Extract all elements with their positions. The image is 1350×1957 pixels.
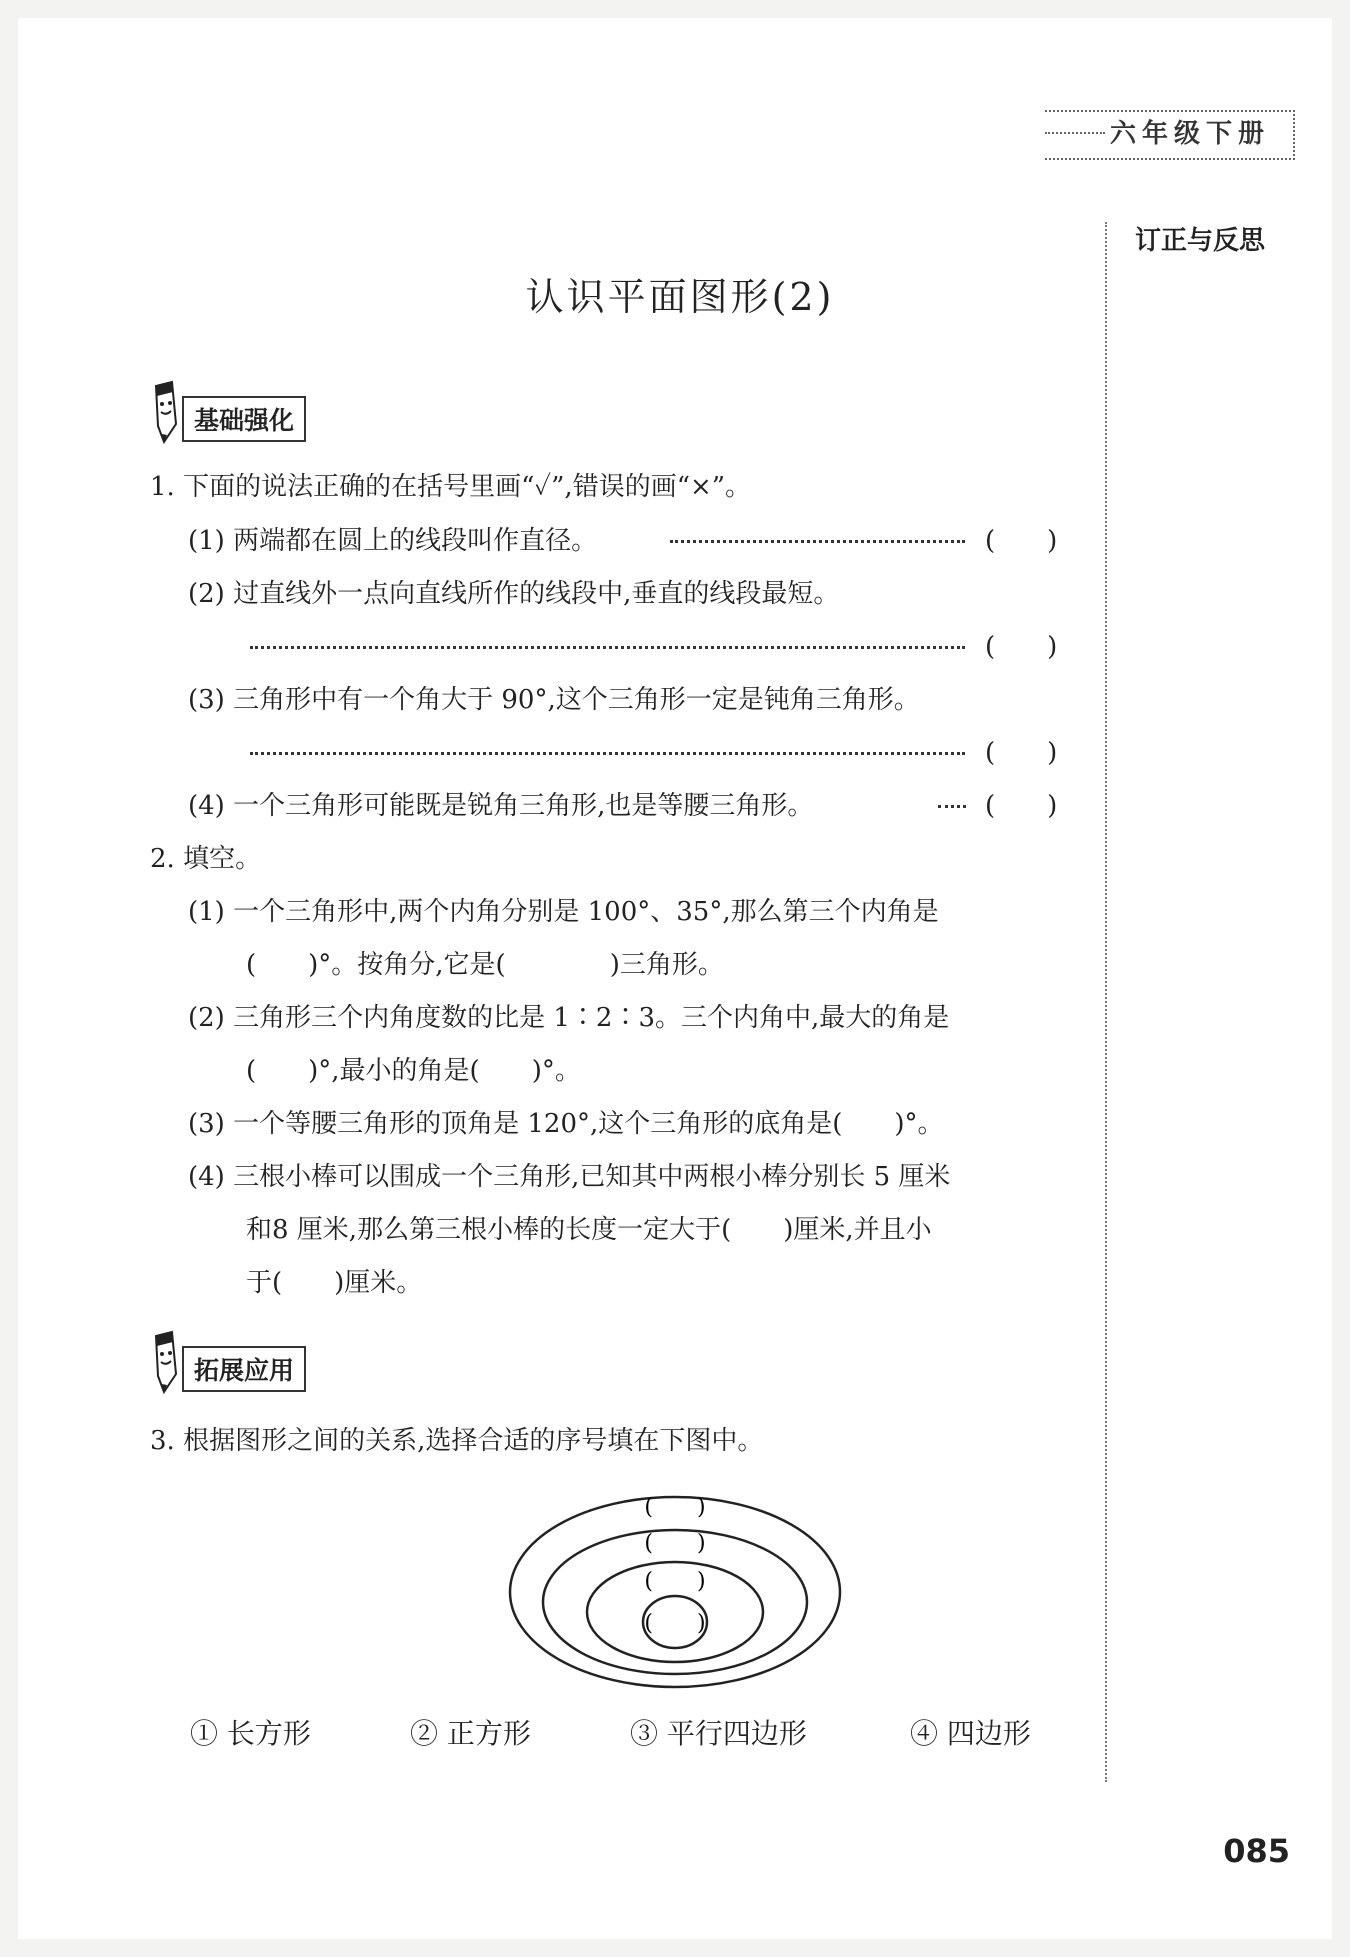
- blank-4: ( ): [644, 1611, 706, 1636]
- section-basic-label: 基础强化: [182, 396, 306, 442]
- q2-item-3[interactable]: (3) 一个等腰三角形的顶角是 120°,这个三角形的底角是( )°。: [188, 1109, 944, 1139]
- q1-item-4: (4) 一个三角形可能既是锐角三角形,也是等腰三角形。: [188, 791, 814, 821]
- option-3: ③ 平行四边形: [630, 1717, 807, 1750]
- blank-2: ( ): [644, 1531, 706, 1556]
- section-extend-label: 拓展应用: [182, 1346, 306, 1392]
- q1-item-1: (1) 两端都在圆上的线段叫作直径。: [188, 526, 598, 556]
- option-4: ④ 四边形: [910, 1717, 1031, 1750]
- option-2: ② 正方形: [410, 1717, 531, 1750]
- blank-1: ( ): [644, 1495, 706, 1520]
- pencil-icon: [150, 378, 180, 448]
- q2-item-1: (1) 一个三角形中,两个内角分别是 100°、35°,那么第三个内角是: [188, 897, 939, 927]
- q2-item-4: (4) 三根小棒可以围成一个三角形,已知其中两根小棒分别长 5 厘米: [188, 1162, 951, 1192]
- nested-ellipse-diagram: [505, 1480, 845, 1690]
- section-basic-header: [150, 378, 306, 448]
- q1-answer-4[interactable]: ( ): [985, 791, 1058, 821]
- leader-dots: [938, 805, 966, 808]
- q2-item-2-cont[interactable]: ( )°,最小的角是( )°。: [246, 1056, 581, 1086]
- leader-dots: [250, 752, 965, 755]
- grade-label: 六年级下册: [1110, 119, 1271, 149]
- q1-item-3: (3) 三角形中有一个角大于 90°,这个三角形一定是钝角三角形。: [188, 685, 920, 715]
- q2-item-2: (2) 三角形三个内角度数的比是 1∶2∶3。三个内角中,最大的角是: [188, 1003, 950, 1033]
- q1-item-2: (2) 过直线外一点向直线所作的线段中,垂直的线段最短。: [188, 579, 840, 609]
- section-extend-header: [150, 1328, 306, 1398]
- q3-stem: 3. 根据图形之间的关系,选择合适的序号填在下图中。: [150, 1426, 764, 1456]
- q2-item-1-cont[interactable]: ( )°。按角分,它是( )三角形。: [246, 950, 724, 980]
- q2-item-4-cont2[interactable]: 于( )厘米。: [246, 1268, 423, 1298]
- q2-stem: 2. 填空。: [150, 844, 262, 874]
- page-title: 认识平面图形(2): [525, 275, 835, 319]
- reflection-column-title: 订正与反思: [1135, 226, 1266, 256]
- leader-dots: [250, 646, 965, 649]
- q1-answer-1[interactable]: ( ): [985, 526, 1058, 556]
- option-1: ① 长方形: [190, 1717, 311, 1750]
- q1-stem: 1. 下面的说法正确的在括号里画“✓”,错误的画“×”。: [150, 472, 752, 502]
- pencil-icon: [150, 1328, 180, 1398]
- q1-answer-3[interactable]: ( ): [985, 738, 1058, 768]
- blank-3: ( ): [644, 1569, 706, 1594]
- leader-dots: [670, 540, 965, 543]
- reflection-divider: [1105, 222, 1107, 1782]
- page-number: 085: [1223, 1832, 1290, 1870]
- q2-item-4-cont[interactable]: 和8 厘米,那么第三根小棒的长度一定大于( )厘米,并且小: [246, 1215, 932, 1245]
- q1-answer-2[interactable]: ( ): [985, 632, 1058, 662]
